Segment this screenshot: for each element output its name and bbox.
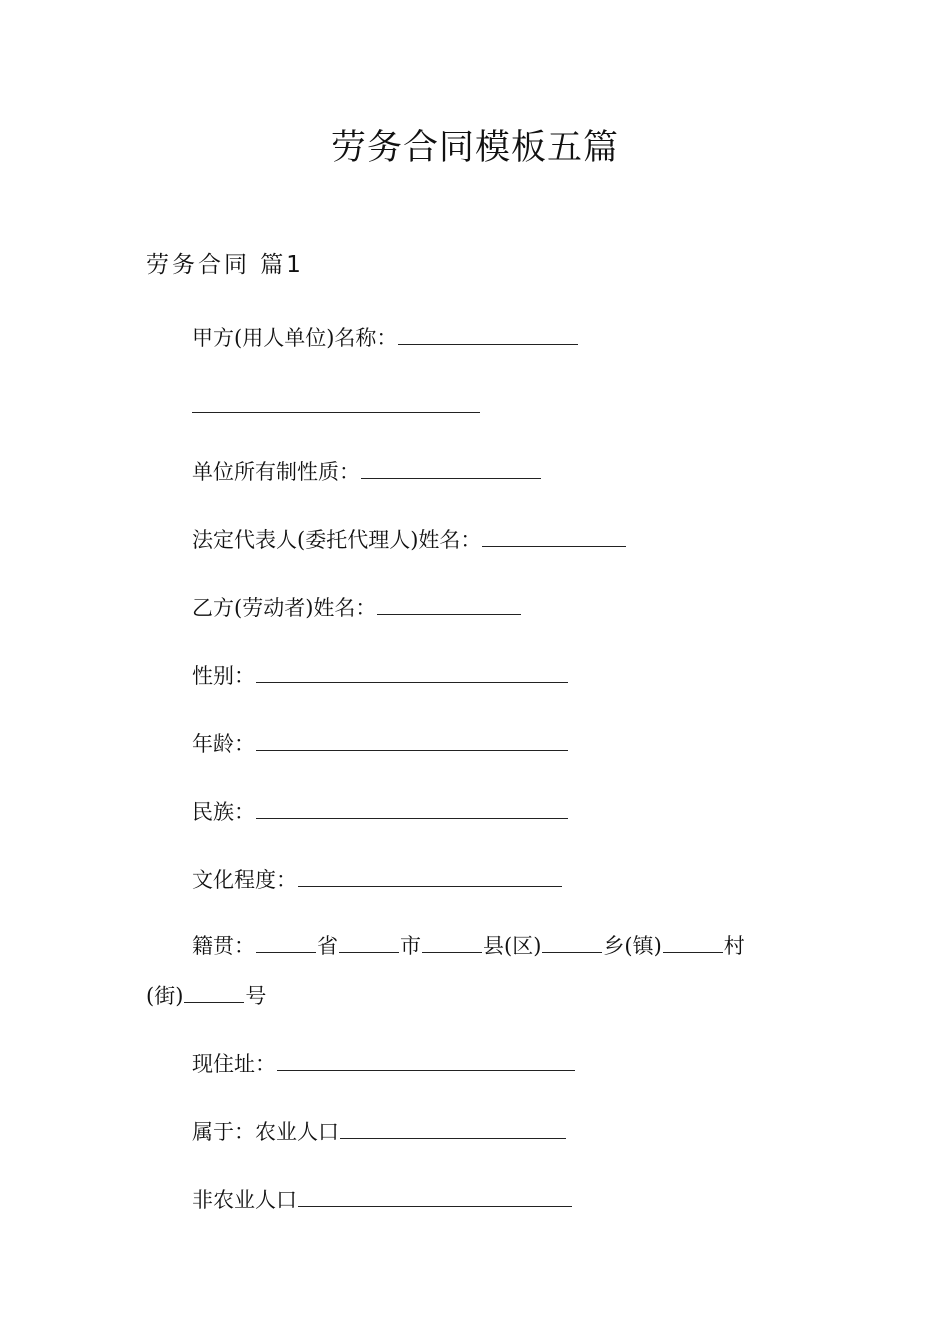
ownership-line [192,456,542,488]
belongs-to-line [192,1116,567,1148]
legal-rep-blank [482,545,626,547]
city-label: 市 [400,934,421,958]
ethnicity-line [192,796,569,828]
belongs-to-label: 属于：农业人口 [192,1120,339,1144]
education-line [192,864,563,896]
non-agri-blank [298,1205,572,1207]
gender-line [192,660,569,692]
party-a-name-label: 甲方(用人单位)名称： [192,326,398,350]
ethnicity-blank [256,817,568,819]
number-blank [184,1001,244,1003]
ethnicity-label: 民族： [192,800,255,824]
county-blank [422,951,482,953]
county-label: 县(区) [483,934,542,958]
legal-rep-label: 法定代表人(委托代理人)姓名： [192,528,482,552]
native-place-label: 籍贯： [192,934,255,958]
township-blank [542,951,602,953]
party-b-name-label: 乙方(劳动者)姓名： [192,596,377,620]
city-blank [339,951,399,953]
address-label: 现住址： [192,1052,276,1076]
native-place-line [192,930,745,962]
gender-blank [256,681,568,683]
education-blank [298,885,562,887]
party-b-name-line [192,592,522,624]
ownership-blank [361,477,541,479]
age-blank [256,749,568,751]
party-a-name-blank [398,343,578,345]
village-blank [663,951,723,953]
education-label: 文化程度： [192,868,297,892]
agri-blank [340,1137,566,1139]
party-b-name-blank [377,613,521,615]
address-blank [277,1069,575,1071]
age-label: 年龄： [192,732,255,756]
party-a-name-blank-continued [192,412,480,413]
street-label: (街) [146,984,184,1008]
non-agri-line [192,1184,573,1216]
age-line [192,728,569,760]
address-line [192,1048,576,1080]
legal-rep-line [192,524,627,556]
native-place-line-continued [146,980,266,1012]
section-heading: 劳务合同 篇1 [146,252,304,278]
party-a-name-line [192,322,579,354]
number-label: 号 [245,984,267,1008]
gender-label: 性别： [192,664,255,688]
province-blank [256,951,316,953]
document-title: 劳务合同模板五篇 [330,128,619,168]
township-label: 乡(镇) [603,934,662,958]
province-label: 省 [317,934,338,958]
non-agri-label: 非农业人口 [192,1188,297,1212]
village-label: 村 [723,934,745,958]
ownership-label: 单位所有制性质： [192,460,360,484]
